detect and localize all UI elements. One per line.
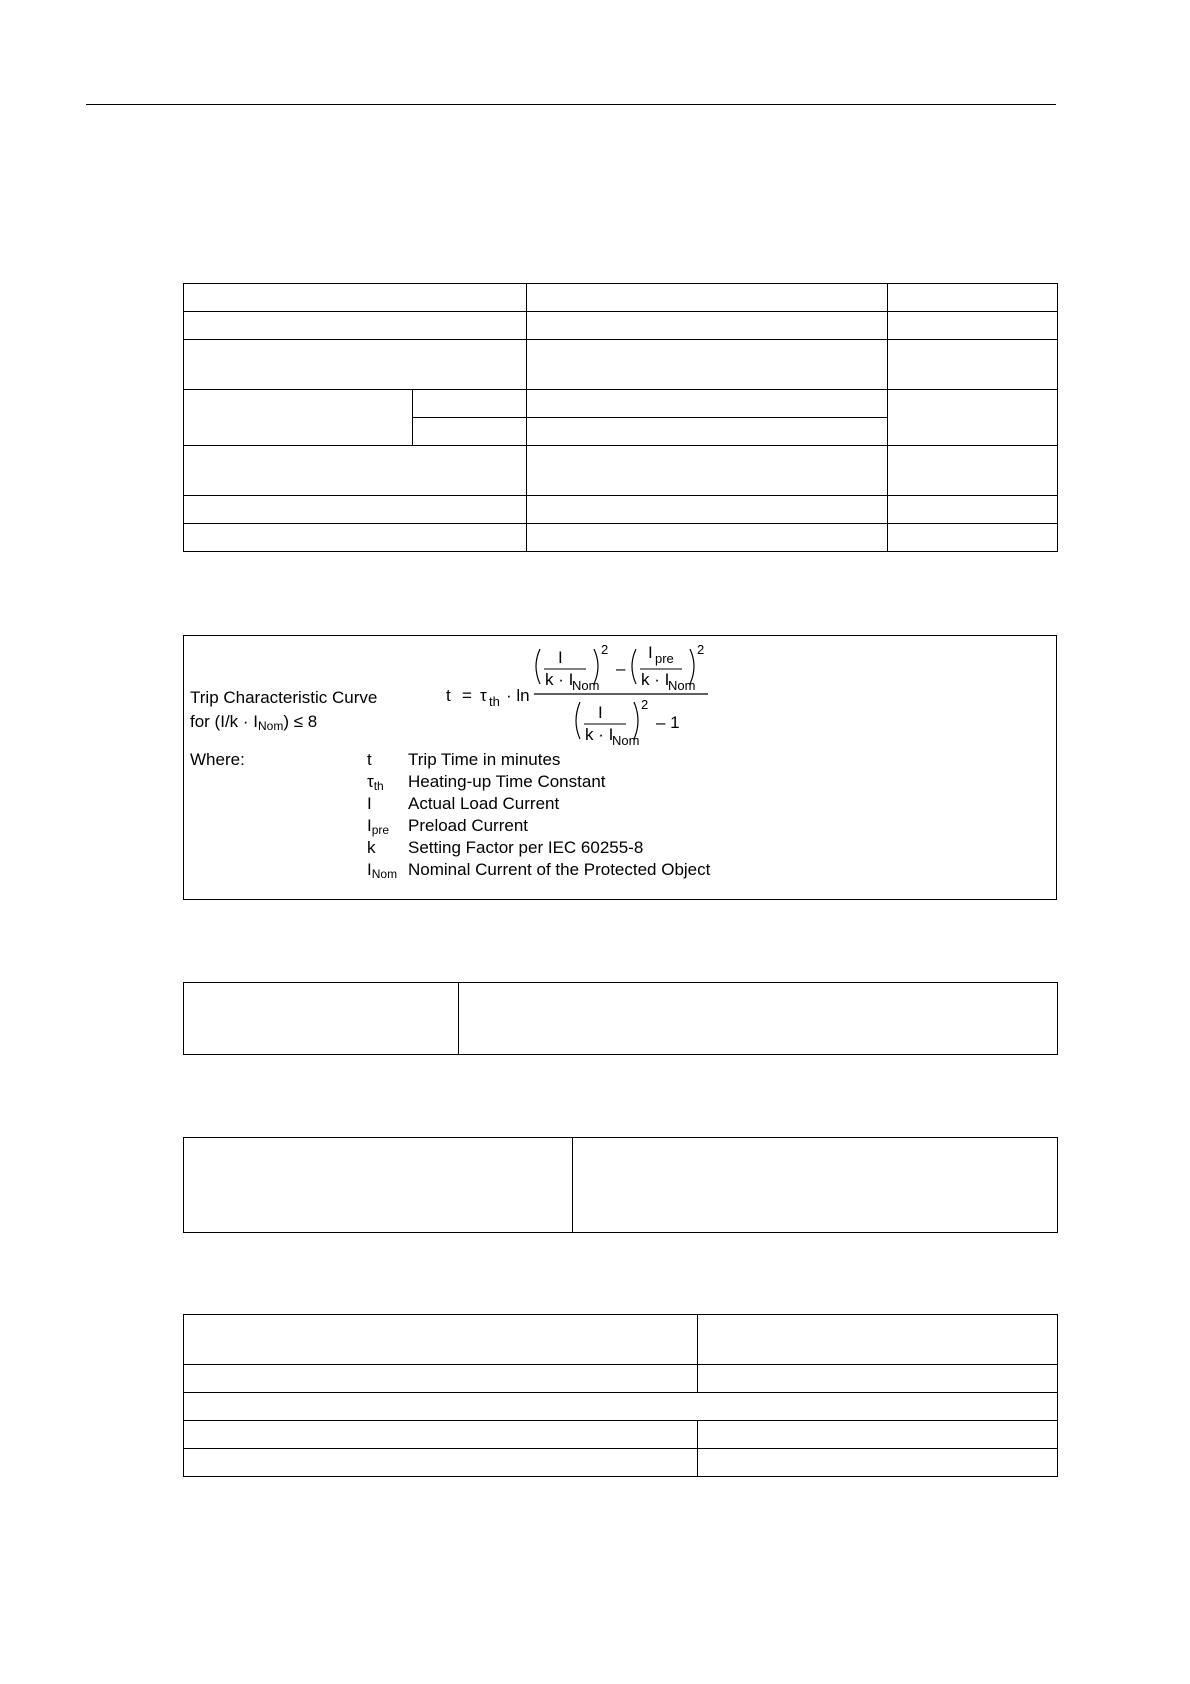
table-cell — [888, 312, 1058, 340]
formula-tau: τ — [480, 686, 487, 705]
symbol-text: I — [367, 794, 372, 813]
trip-time-formula — [446, 644, 746, 754]
table-cell — [184, 496, 527, 524]
symbol-k — [367, 838, 376, 858]
condition-text-end: ) ≤ 8 — [283, 712, 318, 731]
formula-den2-kI: k · I — [585, 725, 614, 744]
symbol-sub: pre — [371, 823, 390, 837]
table-cell — [888, 524, 1058, 552]
table-cell — [184, 1421, 698, 1449]
symbol-t — [367, 750, 372, 770]
info-table-c — [183, 1314, 1058, 1477]
table-cell — [527, 524, 888, 552]
table-cell — [184, 1393, 1058, 1421]
table-row — [184, 1365, 1058, 1393]
table-cell — [527, 496, 888, 524]
table-row — [184, 1421, 1058, 1449]
symbol-sub: Nom — [371, 867, 398, 881]
table-cell — [527, 284, 888, 312]
table-cell — [573, 1138, 1058, 1233]
formula-exp-1: 2 — [601, 642, 609, 657]
table-cell — [459, 983, 1058, 1055]
table-cell — [184, 1138, 573, 1233]
table-row — [184, 390, 1058, 418]
table-cell — [888, 390, 1058, 446]
formula-eq: = — [462, 686, 472, 705]
table-cell — [527, 312, 888, 340]
table-cell — [698, 1421, 1058, 1449]
table-cell — [888, 340, 1058, 390]
table-cell — [184, 524, 527, 552]
formula-Ipre-sub: pre — [655, 651, 674, 666]
formula-num-kI: k · I — [545, 670, 574, 689]
where-label: Where: — [190, 750, 245, 769]
table-row — [184, 1138, 1058, 1233]
formula-t: t — [446, 686, 451, 705]
formula-exp-3: 2 — [641, 697, 649, 712]
condition-sub: Nom — [258, 719, 284, 733]
table-cell — [888, 446, 1058, 496]
formula-Ipre: I — [648, 643, 653, 662]
table-cell — [184, 312, 527, 340]
symbol-t-desc: Trip Time in minutes — [408, 750, 561, 769]
table-cell — [698, 1315, 1058, 1365]
symbol-text: τ — [367, 772, 374, 791]
table-cell — [184, 284, 527, 312]
condition-text: for (I/k · I — [190, 712, 258, 731]
table-row — [184, 524, 1058, 552]
curve-label: Trip Characteristic Curve — [190, 688, 378, 707]
curve-condition — [190, 712, 317, 733]
trip-characteristic-box — [183, 635, 1057, 900]
table-cell — [184, 1449, 698, 1477]
symbol-Inom — [367, 860, 397, 881]
table-cell — [527, 340, 888, 390]
formula-den-nom: Nom — [668, 678, 696, 693]
formula-den2-nom: Nom — [612, 733, 640, 748]
table-cell — [527, 390, 888, 418]
table-cell — [184, 1315, 698, 1365]
table-cell — [184, 1365, 698, 1393]
symbol-text: t — [367, 750, 372, 769]
symbol-tau — [367, 772, 384, 793]
table-cell — [698, 1449, 1058, 1477]
table-cell — [413, 418, 527, 446]
table-row — [184, 340, 1058, 390]
formula-den2-I: I — [598, 703, 603, 722]
formula-minus-one: – 1 — [656, 713, 680, 732]
table-cell — [527, 418, 888, 446]
table-row — [184, 496, 1058, 524]
symbol-Inom-desc: Nominal Current of the Protected Object — [408, 860, 711, 879]
info-table-b — [183, 1137, 1058, 1233]
table-cell — [184, 446, 527, 496]
formula-ln: · ln — [506, 686, 530, 705]
table-row — [184, 983, 1058, 1055]
table-row — [184, 312, 1058, 340]
parameter-table — [183, 283, 1058, 552]
symbol-text: I — [367, 860, 372, 879]
info-table-a — [183, 982, 1058, 1055]
header-rule — [86, 104, 1056, 105]
symbol-text: k — [367, 838, 376, 857]
symbol-I — [367, 794, 372, 814]
table-row — [184, 1449, 1058, 1477]
symbol-k-desc: Setting Factor per IEC 60255-8 — [408, 838, 644, 857]
table-cell — [184, 390, 413, 446]
formula-tau-sub: th — [489, 694, 500, 709]
table-row — [184, 1393, 1058, 1421]
symbol-Ipre-desc: Preload Current — [408, 816, 529, 835]
symbol-text: I — [367, 816, 372, 835]
symbol-Ipre — [367, 816, 389, 837]
symbol-sub: th — [373, 779, 384, 793]
table-row — [184, 284, 1058, 312]
formula-num-I: I — [558, 648, 563, 667]
table-cell — [888, 284, 1058, 312]
formula-den-kI: k · I — [641, 670, 670, 689]
table-cell — [527, 446, 888, 496]
table-row — [184, 446, 1058, 496]
table-cell — [888, 496, 1058, 524]
table-cell — [184, 340, 527, 390]
table-cell — [413, 390, 527, 418]
table-row — [184, 1315, 1058, 1365]
table-cell — [184, 983, 459, 1055]
symbol-tau-desc: Heating-up Time Constant — [408, 772, 606, 791]
symbol-I-desc: Actual Load Current — [408, 794, 560, 813]
formula-minus: – — [616, 659, 626, 678]
formula-exp-2: 2 — [697, 642, 705, 657]
formula-num-nom: Nom — [572, 678, 600, 693]
table-cell — [698, 1365, 1058, 1393]
